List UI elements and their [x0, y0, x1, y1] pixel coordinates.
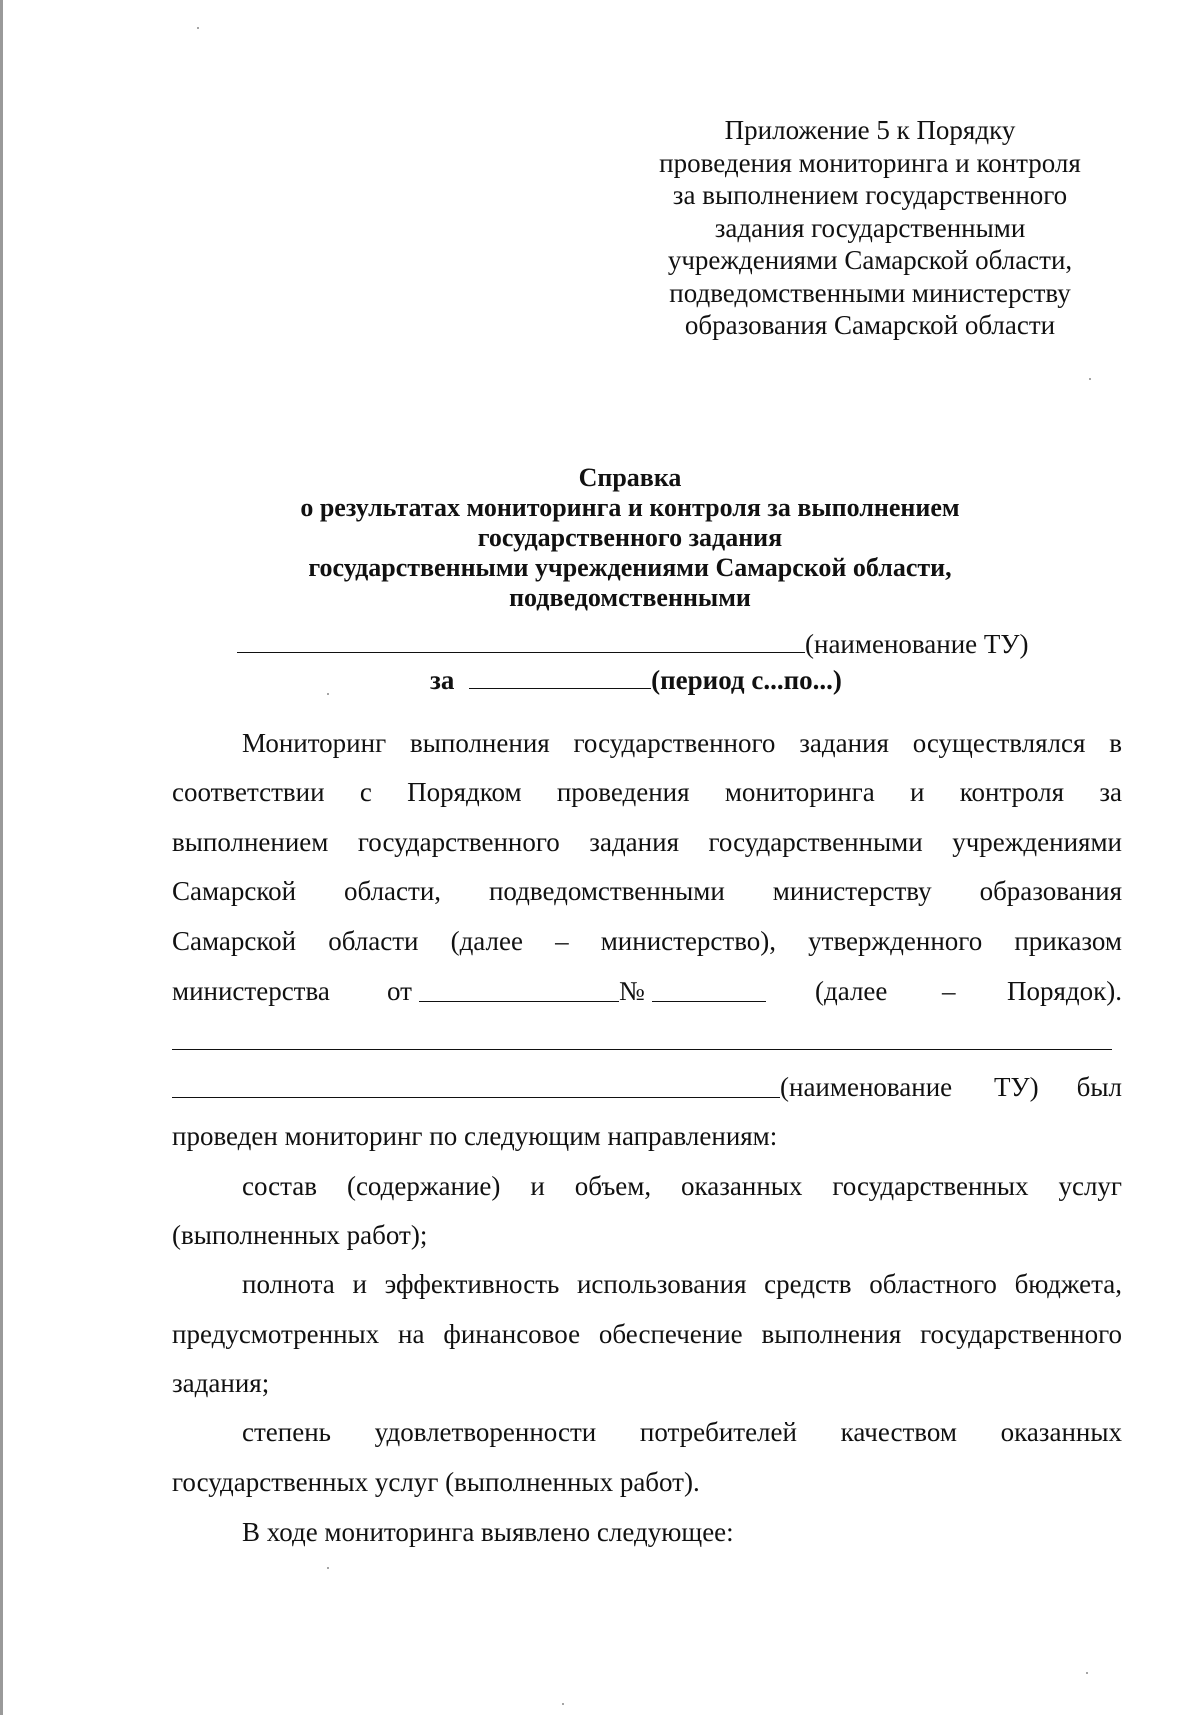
blank-line[interactable] — [172, 1049, 1112, 1050]
period-blank[interactable] — [469, 664, 651, 689]
title-line: государственными учреждениями Самарской области, — [308, 553, 952, 582]
annex-line: проведения мониторинга и контроля — [659, 147, 1081, 178]
list-item-line: состав (содержание) и объем, оказанных государственных услуг — [242, 1171, 1122, 1201]
order-word: министерства — [172, 976, 330, 1006]
title-line: государственного задания — [477, 523, 783, 552]
tu-line-tu: ТУ) — [994, 1072, 1039, 1102]
body-line: проведен мониторинг по следующим направлениям: — [172, 1121, 778, 1151]
order-number-sign: № — [619, 976, 645, 1006]
order-date-blank[interactable] — [419, 977, 619, 1002]
scan-speck — [197, 27, 199, 29]
title-line: подведомственными — [509, 583, 751, 612]
body-line: выполнением государственного задания государственными учреждениями — [172, 827, 1122, 857]
scan-speck — [562, 1703, 564, 1705]
annex-line: за выполнением государственного — [672, 180, 1068, 210]
scan-left-edge — [0, 0, 3, 1715]
list-item-line: полнота и эффективность использования средств областного бюджета, — [242, 1269, 1122, 1299]
period-field — [430, 664, 842, 696]
list-item-line: государственных услуг (выполненных работ). — [172, 1467, 700, 1497]
list-item-line: (выполненных работ); — [172, 1220, 428, 1250]
body-line: Мониторинг выполнения государственного задания осуществлялся в — [242, 728, 1122, 758]
period-prefix: за — [430, 665, 455, 695]
scan-speck — [327, 693, 329, 695]
body-line: соответствии с Порядком проведения мониторинга и контроля за — [172, 777, 1122, 807]
annex-header — [640, 114, 1100, 342]
tu-name-blank[interactable] — [237, 628, 805, 653]
order-from: от — [387, 976, 412, 1006]
tu-name-label: (наименование ТУ) — [805, 629, 1029, 659]
list-item-line: предусмотренных на финансовое обеспечение выполнения государственного — [172, 1319, 1122, 1349]
title-line: о результатах мониторинга и контроля за выполнением — [300, 493, 960, 522]
annex-line: Приложение 5 к Порядку — [724, 115, 1016, 145]
order-procedure: Порядок). — [1006, 976, 1122, 1006]
list-item-line: степень удовлетворенности потребителей качеством оказанных — [242, 1417, 1122, 1447]
body-line: Самарской области, подведомственными министерству образования — [172, 876, 1122, 906]
annex-line: задания государственными — [714, 212, 1026, 243]
annex-line: образования Самарской области — [684, 310, 1056, 340]
annex-line: учреждениями Самарской области, — [667, 245, 1073, 275]
tu-name-field — [237, 628, 1029, 660]
tu-line-label: (наименование — [780, 1072, 953, 1102]
tu-blank[interactable] — [172, 1073, 780, 1098]
period-label: (период с...по...) — [651, 665, 842, 695]
order-dash: – — [942, 976, 956, 1006]
annex-line: подведомственными министерству — [669, 277, 1071, 308]
findings-line: В ходе мониторинга выявлено следующее: — [242, 1517, 734, 1547]
scan-speck — [1086, 1672, 1088, 1674]
tu-line-was: был — [1076, 1072, 1122, 1102]
scan-speck — [327, 1567, 329, 1569]
order-hereinafter: (далее — [815, 976, 888, 1006]
body-line: Самарской области (далее – министерство), утвержденного приказом — [172, 926, 1122, 956]
scan-speck — [1089, 378, 1091, 380]
title-line: Справка — [578, 463, 682, 492]
document-title — [200, 463, 1060, 613]
order-number-blank[interactable] — [652, 977, 766, 1002]
list-item-line: задания; — [172, 1368, 270, 1398]
